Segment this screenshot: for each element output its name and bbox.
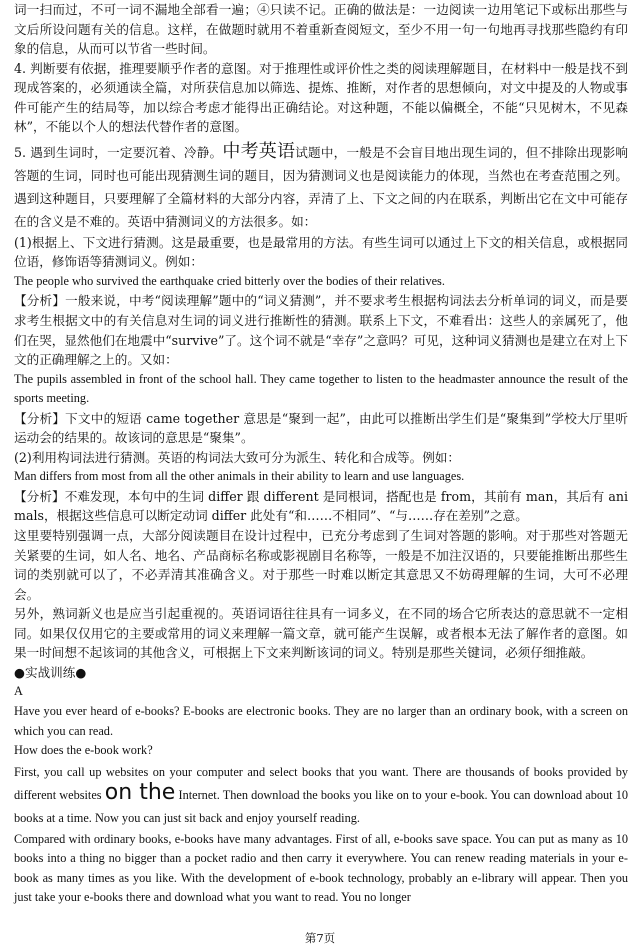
highlight-zhongkao-english: 中考英语 [222, 140, 296, 162]
example-sentence-survive: The people who survived the earthquake cried bitterly over the bodies of their relatives. [14, 273, 445, 288]
passage-paragraph-2-end: Internet. Then download the books you like on to your e-book. You can download about 10 books at a time. Now you can just sit back and enjoy yourself reading. [14, 787, 628, 825]
paragraph-analysis-survive: 【分析】一般来说，中考“阅读理解”题中的“词义猜测”，并不要求考生根据构词法去分析单词的词义，而是要求考生根据文中的有关信息对生词的词义进行推断性的猜测。联系上下文，不难看出：这些人的亲属死了，他们在哭，显然他们在地震中“survive”了。这个词不就是“幸存”之意吗？可见，这种词义猜测也是建立在对上下文的正确理解之上的。又如： [14, 293, 628, 368]
passage-label-a: A [14, 684, 23, 699]
paragraph-familiar-words-new-meanings: 另外，熟词新义也是应当引起重视的。英语词语往往具有一词多义，在不同的场合它所表达的意思就不一定相同。如果仅仅用它的主要或常用的词义来理解一篇文章，就可能产生误解，或者根本无法了解作者的意图。如果一时间想不起该词的其他含义，可根据上下文来判断该词的词义。特别是那些关键词，必须仔细推敲。 [14, 606, 628, 661]
passage-paragraph-2 [14, 761, 628, 830]
passage-question-line: How does the e-book work? [14, 743, 153, 758]
page-number: 第7页 [304, 931, 336, 945]
paragraph-tip-5-new-words [14, 141, 628, 233]
passage-paragraph-2-start: First, you call up websites on your computer and select books that you want. There are thousands of books provided by different websites [14, 764, 628, 802]
paragraph-analysis-differ: 【分析】不难发现，本句中的生词 differ 跟 different 是同根词，搭配也是 from，其前有 man，其后有 animals，根据这些信息可以断定动词 differ 此处有“和……不相同”、“与……存在差别”之意。 [14, 488, 628, 524]
paragraph-emphasis-new-words: 这里要特别强调一点，大部分阅读题目在设计过程中，已充分考虑到了生词对答题的影响。对于那些对答题无关紧要的生词，如人名、地名、产品商标名称或影视剧目名称等，一般是不加注汉语的，只要能推断出那些生词的类别就可以了，不必弄清其准确含义。对于那些一时难以断定其意思又不妨碍理解的生词，大可不必理会。 [14, 528, 628, 602]
paragraph-method-1-context: (1)根据上、下文进行猜测。这是最重要，也是最常用的方法。有些生词可以通过上下文的相关信息，或根据同位语，修饰语等猜测词义。例如： [14, 234, 628, 270]
tip-5-intro: 5. 遇到生词时，一定要沉着、冷静。 [14, 144, 223, 160]
tip-5-body: 试题中，一般是不会盲目地出现生词的，但不排除出现影响答题的生词，同时也可能出现猜测生词的题目，因为猜测词义也是阅读能力的体现，当然也在考查范围之列。遇到这种题目，只要理解了全篇材料的大部分内容，弄清了上、下文之间的内在联系，判断出它在文中可能存在的含义是不难的。英语中猜测词义的方法很多。如： [14, 144, 629, 229]
passage-paragraph-3: Compared with ordinary books, e-books have many advantages. First of all, e-books save space. You can put as many as 10 books into a thing no bigger than a pocket radio and then carry it everywhere. You can renew reading materials in your e-book as many times as you like. With the development of e-book technology, probably an e-library will appear. Then you just take your e-books there and download what you want to read. You no longer [14, 831, 628, 905]
highlight-on-the: on the [104, 779, 176, 805]
passage-paragraph-1: Have you ever heard of e-books? E-books are electronic books. They are no larger than an ordinary book, with a screen on which you can read. [14, 703, 628, 738]
paragraph-tip-4-inference: 4. 判断要有依据，推理要顺乎作者的意图。对于推理性或评价性之类的阅读理解题目，在材料中一般是找不到现成答案的，必须通读全篇，对所获信息加以筛选、提炼、推断，对作者的思想倾向，对文中提及的人物或事件可能产生的结局等，加以综合考虑才能得出正确结论。对这种题，不能以偏概全，不能“只见树木，不见森林”，不能以个人的想法代替作者的意图。 [14, 60, 628, 135]
paragraph-analysis-assembled: 【分析】下文中的短语 came together 意思是“聚到一起”，由此可以推断出学生们是“聚集到”学校大厅里听运动会的结果的。故该词的意思是“聚集”。 [14, 410, 628, 446]
section-heading-practice: ●实战训练● [14, 664, 87, 680]
paragraph-reading-tips: 词一扫而过，不可一词不漏地全部看一遍；④只读不记。正确的做法是：一边阅读一边用笔记下或标出那些与文后所设问题有关的信息。这样，在做题时就用不着重新查阅短文，至少不用一句一句地再寻找那些隐约有印象的信息，从而可以节省一些时间。 [14, 2, 628, 57]
example-sentence-differ: Man differs from most from all the other animals in their ability to learn and use languages. [14, 469, 465, 484]
example-sentence-assembled: The pupils assembled in front of the school hall. They came together to listen to the headmaster announce the result of the sports meeting. [14, 371, 628, 406]
paragraph-method-2-word-formation: (2)利用构词法进行猜测。英语的构词法大致可分为派生、转化和合成等。例如： [14, 449, 461, 465]
document-page [14, 0, 628, 908]
